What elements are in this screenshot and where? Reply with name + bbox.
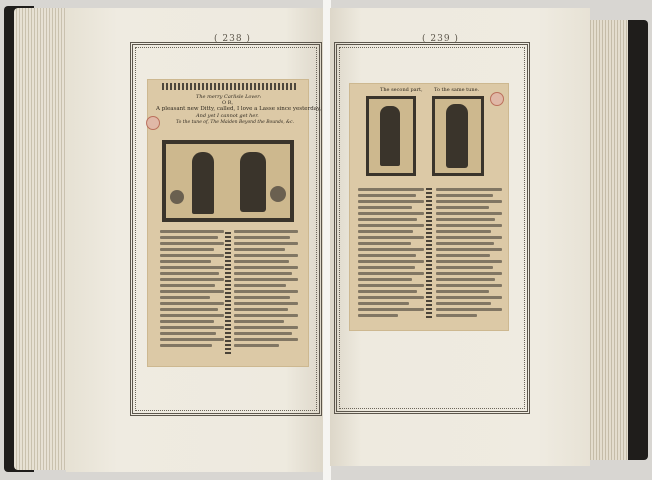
- right-sheet-right-column: [436, 188, 502, 320]
- woodcut-man: [366, 96, 416, 176]
- tune-line: To the tune of, The Maiden Beyond the Bounds, &c.: [176, 120, 295, 125]
- left-page: [66, 8, 324, 472]
- right-column-verses: [234, 230, 298, 350]
- left-column-verses: [160, 230, 224, 350]
- right-sheet-left-column: [358, 188, 424, 320]
- right-column-divider: [426, 188, 432, 318]
- column-divider: [225, 230, 231, 354]
- right-page-number: ( 239 ): [422, 34, 459, 44]
- top-ornament: [162, 83, 296, 90]
- right-page-edges: [588, 20, 628, 460]
- ballad-title: The merry Carlisle Lover:: [196, 94, 262, 100]
- right-broadside: [350, 84, 508, 330]
- woodcut-couple: [162, 140, 294, 222]
- library-stamp-right: [490, 92, 504, 106]
- ballad-or: O R,: [222, 100, 234, 106]
- woodcut-woman: [432, 96, 484, 176]
- left-broadside: [148, 80, 322, 366]
- left-page-number: ( 238 ): [214, 34, 251, 44]
- left-page-edges: [14, 8, 70, 470]
- ballad-subtitle-2: And yet I cannot get her.: [196, 113, 259, 119]
- same-tune-header: To the same tune.: [434, 87, 480, 93]
- library-stamp: [146, 116, 160, 130]
- right-page: [330, 8, 590, 466]
- second-part-header: The second part,: [380, 87, 423, 93]
- ballad-subtitle: A pleasant new Ditty, called, I love a Lasse since yesterday,: [156, 106, 322, 112]
